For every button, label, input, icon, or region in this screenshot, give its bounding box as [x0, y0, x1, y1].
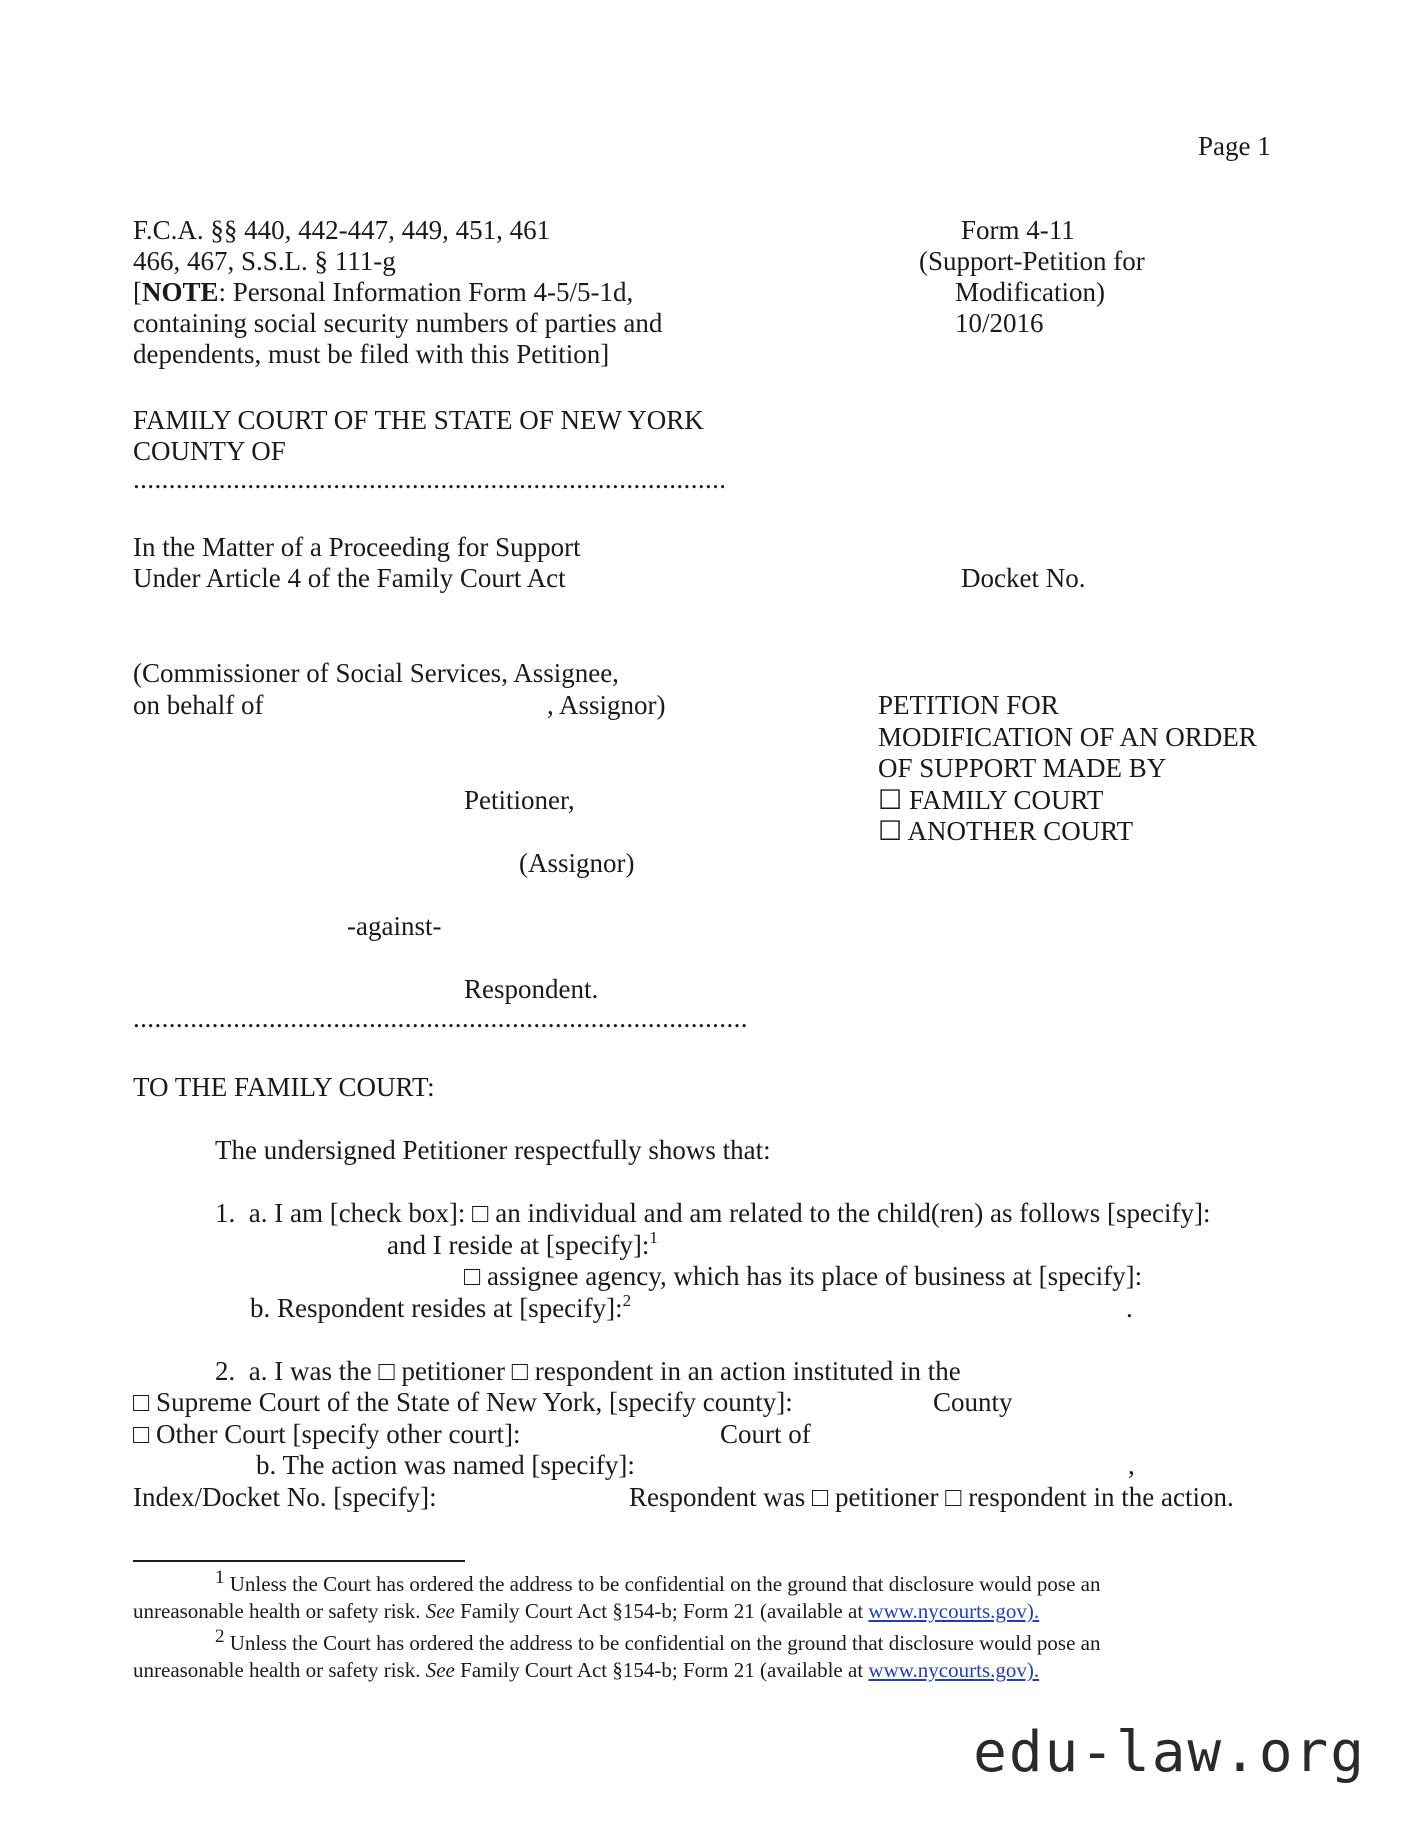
statute-line-2: 466, 467, S.S.L. § 111-g — [133, 246, 396, 276]
footnote-1-line-1 — [215, 1567, 1101, 1598]
to-family-court: TO THE FAMILY COURT: — [133, 1072, 435, 1102]
another-court-checkbox[interactable]: ☐ ANOTHER COURT — [878, 816, 1134, 846]
footnote-1-text-2: unreasonable health or safety risk. — [133, 1599, 426, 1623]
county-suffix: County — [933, 1387, 1013, 1417]
watermark: edu-law.org — [973, 1720, 1366, 1785]
other-court-option: □ Other Court [specify other court]: — [133, 1419, 521, 1449]
note-line-2: containing social security numbers of parties and — [133, 308, 663, 338]
assignor-close: , Assignor) — [547, 690, 666, 720]
matter-line-1: In the Matter of a Proceeding for Support — [133, 532, 581, 562]
footnote-2-text: Unless the Court has ordered the address to be confidential on the ground that disclosure would pose an — [229, 1631, 1101, 1655]
footnote-1-text-3: Family Court Act §154-b; Form 21 (available at — [454, 1599, 869, 1623]
docket-label: Docket No. — [961, 563, 1086, 593]
petition-title-line-3: OF SUPPORT MADE BY — [878, 753, 1167, 783]
family-court-checkbox[interactable]: ☐ FAMILY COURT — [878, 785, 1104, 815]
footnote-2-link[interactable]: www.nycourts.gov). — [868, 1658, 1040, 1682]
on-behalf-of-label: on behalf of — [133, 690, 264, 720]
paragraph-2b: b. The action was named [specify]: — [256, 1450, 635, 1480]
statute-line-1: F.C.A. §§ 440, 442-447, 449, 451, 461 — [133, 215, 551, 245]
paragraph-1a: 1. a. I am [check box]: □ an individual and am related to the child(ren) as follows [specify]: — [215, 1198, 1211, 1228]
county-dotted-line[interactable]: ................................................................................... — [133, 464, 727, 494]
paragraph-2b-comma: , — [1128, 1450, 1135, 1480]
matter-line-2: Under Article 4 of the Family Court Act — [133, 563, 566, 593]
footnote-2-line-1 — [215, 1626, 1101, 1657]
commissioner-line: (Commissioner of Social Services, Assignee, — [133, 658, 619, 688]
reside-at-label: and I reside at [specify]: — [387, 1230, 650, 1260]
footnote-2-text-3: Family Court Act §154-b; Form 21 (available at — [454, 1658, 869, 1682]
footnote-ref-2[interactable]: 2 — [622, 1291, 632, 1310]
footnote-1-text: Unless the Court has ordered the address to be confidential on the ground that disclosure would pose an — [229, 1572, 1101, 1596]
petition-title-line-2: MODIFICATION OF AN ORDER — [878, 722, 1257, 752]
footnote-2-line-2 — [133, 1657, 1039, 1684]
court-of-label: Court of — [720, 1419, 811, 1449]
paragraph-1b-period: . — [1126, 1293, 1133, 1323]
footnote-1-line-2 — [133, 1598, 1039, 1625]
form-type: (Support-Petition for — [919, 246, 1145, 276]
note-line — [133, 277, 633, 308]
index-docket-label: Index/Docket No. [specify]: — [133, 1482, 437, 1512]
county-label: COUNTY OF — [133, 436, 286, 466]
footnote-2-text-2: unreasonable health or safety risk. — [133, 1658, 426, 1682]
paragraph-2a: 2. a. I was the □ petitioner □ respondent in an action instituted in the — [215, 1356, 961, 1386]
note-bracket: [ — [133, 277, 142, 307]
caption-dotted-line: ...................................................................................... — [133, 1003, 748, 1033]
respondent-role-line: Respondent was □ petitioner □ respondent in the action. — [629, 1482, 1234, 1512]
petition-title-line-1: PETITION FOR — [878, 690, 1059, 720]
footnote-1-link[interactable]: www.nycourts.gov). — [868, 1599, 1040, 1623]
form-number: Form 4-11 — [961, 215, 1075, 245]
paragraph-1b — [250, 1293, 631, 1324]
assignor-label: (Assignor) — [519, 848, 635, 878]
footnote-1-see: See — [425, 1599, 455, 1623]
assignee-agency-option: □ assignee agency, which has its place of business at [specify]: — [464, 1261, 1143, 1291]
note-text: : Personal Information Form 4-5/5-1d, — [218, 277, 634, 307]
form-type-2: Modification) — [955, 277, 1105, 307]
intro-line: The undersigned Petitioner respectfully shows that: — [215, 1135, 771, 1165]
respondent-label: Respondent. — [464, 974, 599, 1004]
court-name: FAMILY COURT OF THE STATE OF NEW YORK — [133, 405, 704, 435]
form-date: 10/2016 — [955, 308, 1044, 338]
note-label: NOTE — [142, 277, 219, 307]
footnote-separator — [133, 1560, 465, 1562]
reside-at-line — [387, 1230, 658, 1261]
footnote-2-see: See — [425, 1658, 455, 1682]
footnote-ref-1[interactable]: 1 — [649, 1228, 658, 1247]
respondent-resides-label: b. Respondent resides at [specify]: — [250, 1293, 623, 1323]
page-label: Page 1 — [1198, 131, 1271, 161]
note-line-3: dependents, must be filed with this Petition] — [133, 339, 610, 369]
footnote-2-number: 2 — [215, 1626, 225, 1647]
supreme-court-option: □ Supreme Court of the State of New York, [specify county]: — [133, 1387, 793, 1417]
footnote-1-number: 1 — [215, 1567, 225, 1588]
petitioner-label: Petitioner, — [464, 785, 575, 815]
against-label: -against- — [347, 911, 442, 941]
